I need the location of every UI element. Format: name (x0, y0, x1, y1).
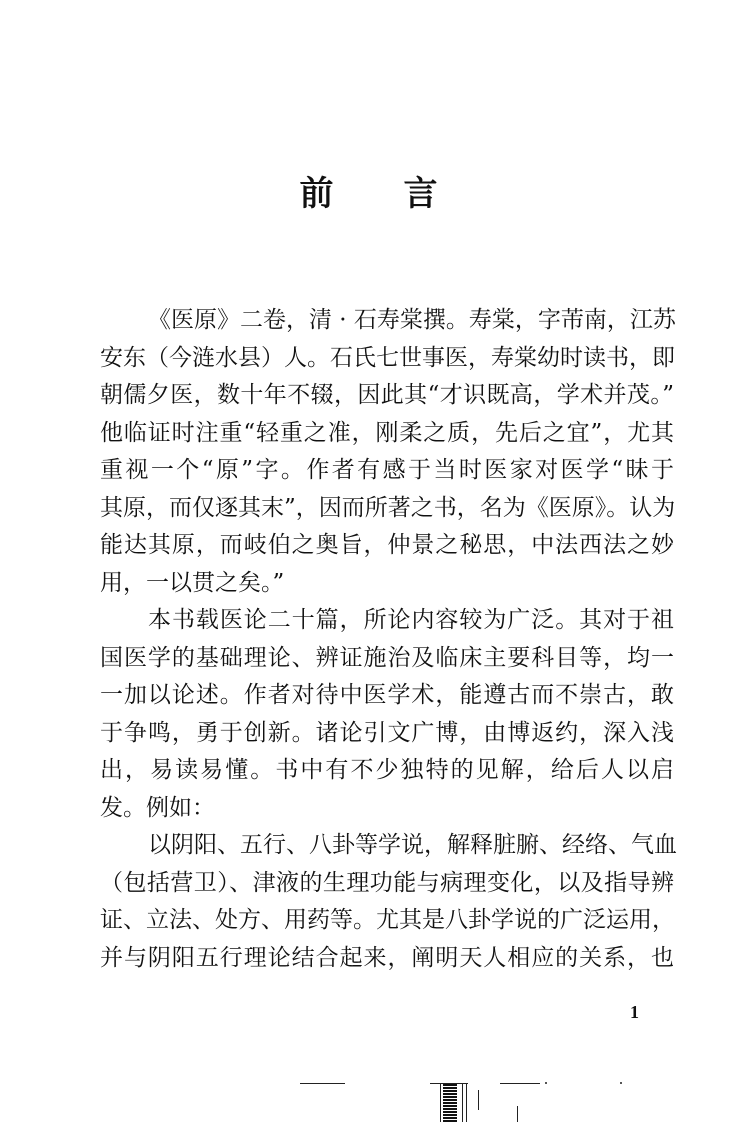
text-line-16: （包括营卫）、津液的生理功能与病理变化，以及指导辨 (100, 869, 674, 896)
scan-speck (545, 1082, 547, 1084)
text-line-8: 用，一以贯之矣。” (100, 569, 285, 596)
page-number: 1 (630, 1002, 639, 1022)
scan-artifact-line (300, 1083, 345, 1084)
text-line-14: 发。例如： (100, 794, 215, 821)
scan-speck (620, 1082, 622, 1084)
text-line-13: 出，易读易懂。书中有不少独特的见解，给后人以启 (100, 757, 674, 783)
text-line-15: 以阴阳、五行、八卦等学说，解释脏腑、经络、气血 (148, 832, 677, 858)
title-char-1: 前 (299, 174, 334, 214)
page-title (0, 172, 737, 216)
preface-body (100, 302, 677, 977)
scan-artifact-block (443, 1084, 457, 1122)
scan-artifact-line (500, 1083, 540, 1084)
text-line-17: 证、立法、处方、用药等。尤其是八卦学说的广泛运用， (100, 907, 675, 933)
scan-artifact-vertical (462, 1084, 463, 1122)
text-line-12: 于争鸣，勇于创新。诸论引文广博，由博返约，深入浅 (100, 719, 674, 746)
text-line-5: 重视一个“原”字。作者有感于当时医家对医学“昧于 (100, 457, 674, 483)
text-line-3: 朝儒夕医，数十年不辍，因此其“才识既高，学术并茂。” (100, 382, 674, 408)
scan-artifact-vertical (466, 1084, 467, 1122)
text-line-2: 安东（今涟水县）人。石氏七世事医，寿棠幼时读书，即 (100, 344, 675, 371)
scan-artifacts (290, 1068, 640, 1122)
text-line-10: 国医学的基础理论、辨证施治及临床主要科目等，均一 (100, 644, 674, 671)
text-line-18: 并与阴阳五行理论结合起来，阐明天人相应的关系，也 (100, 944, 674, 971)
scan-artifact-vertical (478, 1090, 479, 1110)
scan-artifact-vertical (517, 1106, 518, 1122)
text-line-9: 本书载医论二十篇，所论内容较为广泛。其对于祖 (148, 607, 674, 633)
title-char-2: 言 (403, 174, 438, 214)
text-line-6: 其原，而仅逐其末”，因而所著之书，名为《医原》。认为 (100, 494, 676, 521)
scan-artifact-vertical (440, 1084, 441, 1122)
text-line-7: 能达其原，而岐伯之奥旨，仲景之秘思，中法西法之妙 (100, 532, 674, 558)
text-line-4: 他临证时注重“轻重之准，刚柔之质，先后之宜”，尤其 (100, 419, 674, 446)
text-line-11: 一加以论述。作者对待中医学术，能遵古而不崇古，敢 (100, 682, 674, 708)
text-line-1: 《医原》二卷，清 · 石寿棠撰。寿棠，字芾南，江苏 (148, 307, 676, 333)
